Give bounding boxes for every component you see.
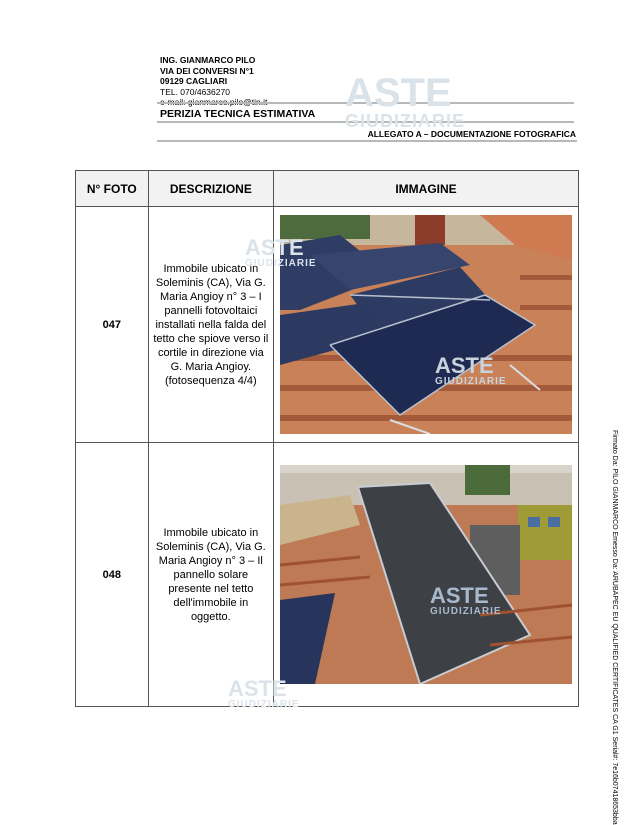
document-title: PERIZIA TECNICA ESTIMATIVA [160, 108, 316, 120]
table-row [76, 443, 579, 707]
header-rule-bottom [157, 140, 577, 142]
attachment-label: ALLEGATO A – DOCUMENTAZIONE FOTOGRAFICA [367, 129, 576, 139]
digital-signature-note: Firmato Da: PILO GIANMARCO Emesso Da: ARUBAPEC EU QUALIFIED CERTIFICATES CA G1 Serial#: 7e16b07418653bba [611, 430, 618, 825]
photo-number: 047 [76, 207, 149, 443]
col-header-description: DESCRIZIONE [148, 171, 273, 207]
photo-description: Immobile ubicato in Soleminis (CA), Via G. Maria Angioy n° 3 – I pannelli fotovoltaici installati nella falda del tetto che spiove verso il cortile in direzione via G. Maria Angioy. (fotosequenza 4/4) [148, 207, 273, 443]
photo-description: Immobile ubicato in Soleminis (CA), Via G. Maria Angioy n° 3 – Il pannello solare presente nel tetto dell'immobile in oggetto. [148, 443, 273, 707]
watermark-main: ASTE [228, 676, 287, 701]
photo-cell [274, 443, 579, 707]
photo-solar-panel [280, 465, 572, 684]
photo-cell [274, 207, 579, 443]
table-header-row [76, 171, 579, 207]
photo-table [75, 170, 579, 707]
address-city: 09129 CAGLIARI [160, 76, 228, 86]
col-header-number: N° FOTO [76, 171, 149, 207]
watermark-sub: GIUDIZIARIE [430, 606, 502, 617]
photo-pv-panels [280, 215, 572, 434]
photo-number: 048 [76, 443, 149, 707]
watermark-main: ASTE [345, 71, 452, 115]
watermark-sub: GIUDIZIARIE [345, 111, 466, 131]
header-rule-top [157, 102, 574, 104]
watermark-main: ASTE [430, 583, 489, 608]
phone: TEL. 070/4636270 [160, 86, 230, 97]
watermark-sub: GIUDIZIARIE [435, 376, 507, 387]
watermark-sub: GIUDIZIARIE [228, 699, 300, 710]
table-row [76, 207, 579, 443]
watermark-main: ASTE [245, 235, 304, 260]
letterhead [160, 55, 267, 108]
watermark-sub: GIUDIZIARIE [245, 258, 317, 269]
engineer-name: ING. GIANMARCO PILO [160, 55, 256, 65]
address-street: VIA DEI CONVERSI N°1 [160, 65, 254, 76]
watermark-main: ASTE [435, 353, 494, 378]
header-rule-mid [157, 121, 574, 123]
col-header-image: IMMAGINE [274, 171, 579, 207]
